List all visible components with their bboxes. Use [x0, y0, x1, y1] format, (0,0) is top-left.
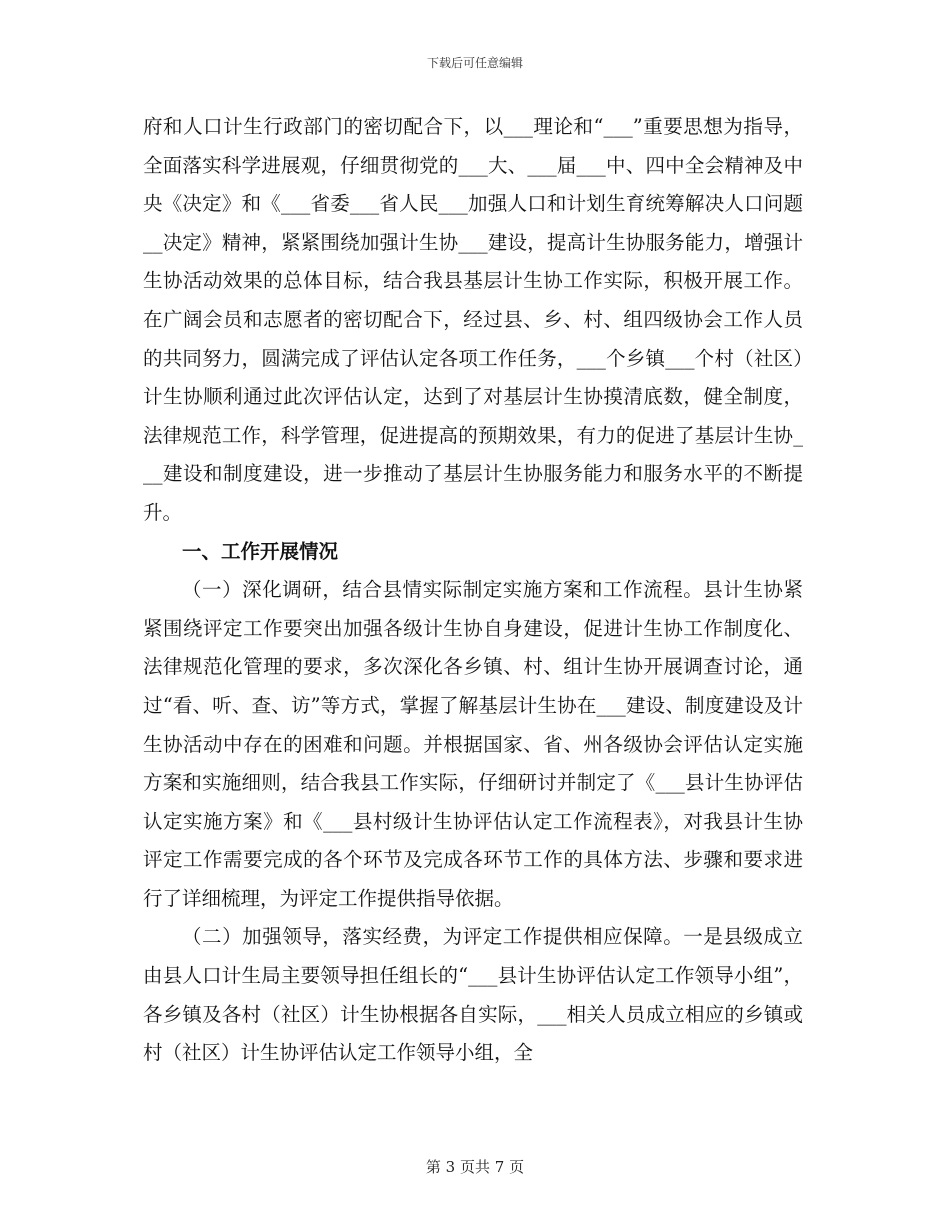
paragraph: （一）深化调研，结合县情实际制定实施方案和工作流程。县计生协紧紧围绕评定工作要突出加强各级计生协自身建设，促进计生协工作制度化、法律规范化管理的要求，多次深化各乡镇、村、组计生协开展调查讨论，通过“看、听、查、访”等方式，掌握了解基层计生协在___建设、制度建设及计生协活动中存在的困难和问题。并根据国家、省、州各级协会评估认定实施方案和实施细则，结合我县工作实际，仔细研讨并制定了《___县计生协评估认定实施方案》和《___县村级计生协评估认定工作流程表》，对我县计生协评定工作需要完成的各个环节及完成各环节工作的具体方法、步骤和要求进行了详细梳理，为评定工作提供指导依据。	[143, 578, 803, 910]
section-heading: 一、工作开展情况	[182, 539, 339, 563]
paragraph: 府和人口计生行政部门的密切配合下，以___理论和“___”重要思想为指导，全面落实科学进展观，仔细贯彻党的___大、___届___中、四中全会精神及中央《决定》和《___省委___省人民___加强人口和计划生育统筹解决人口问题__决定》精神，紧紧围绕加强计生协___建设，提高计生协服务能力，增强计生协活动效果的总体目标，结合我县基层计生协工作实际，积极开展工作。在广阔会员和志愿者的密切配合下，经过县、乡、村、组四级协会工作人员的共同努力，圆满完成了评估认定各项工作任务，___个乡镇___个村（社区）计生协顺利通过此次评估认定，达到了对基层计生协摸清底数，健全制度，法律规范工作，科学管理，促进提高的预期效果，有力的促进了基层计生协___建设和制度建设，进一步推动了基层计生协服务能力和服务水平的不断提升。	[143, 115, 803, 524]
document-body	[143, 108, 803, 1073]
paragraph: （二）加强领导，落实经费，为评定工作提供相应保障。一是县级成立由县人口计生局主要领导担任组长的“___县计生协评估认定工作领导小组”，各乡镇及各村（社区）计生协根据各自实际，___相关人员成立相应的乡镇或村（社区）计生协评估认定工作领导小组，全	[143, 925, 803, 1065]
page-number: 第 3 页共 7 页	[425, 1158, 525, 1176]
page-header: 下载后可任意编辑	[426, 56, 523, 70]
